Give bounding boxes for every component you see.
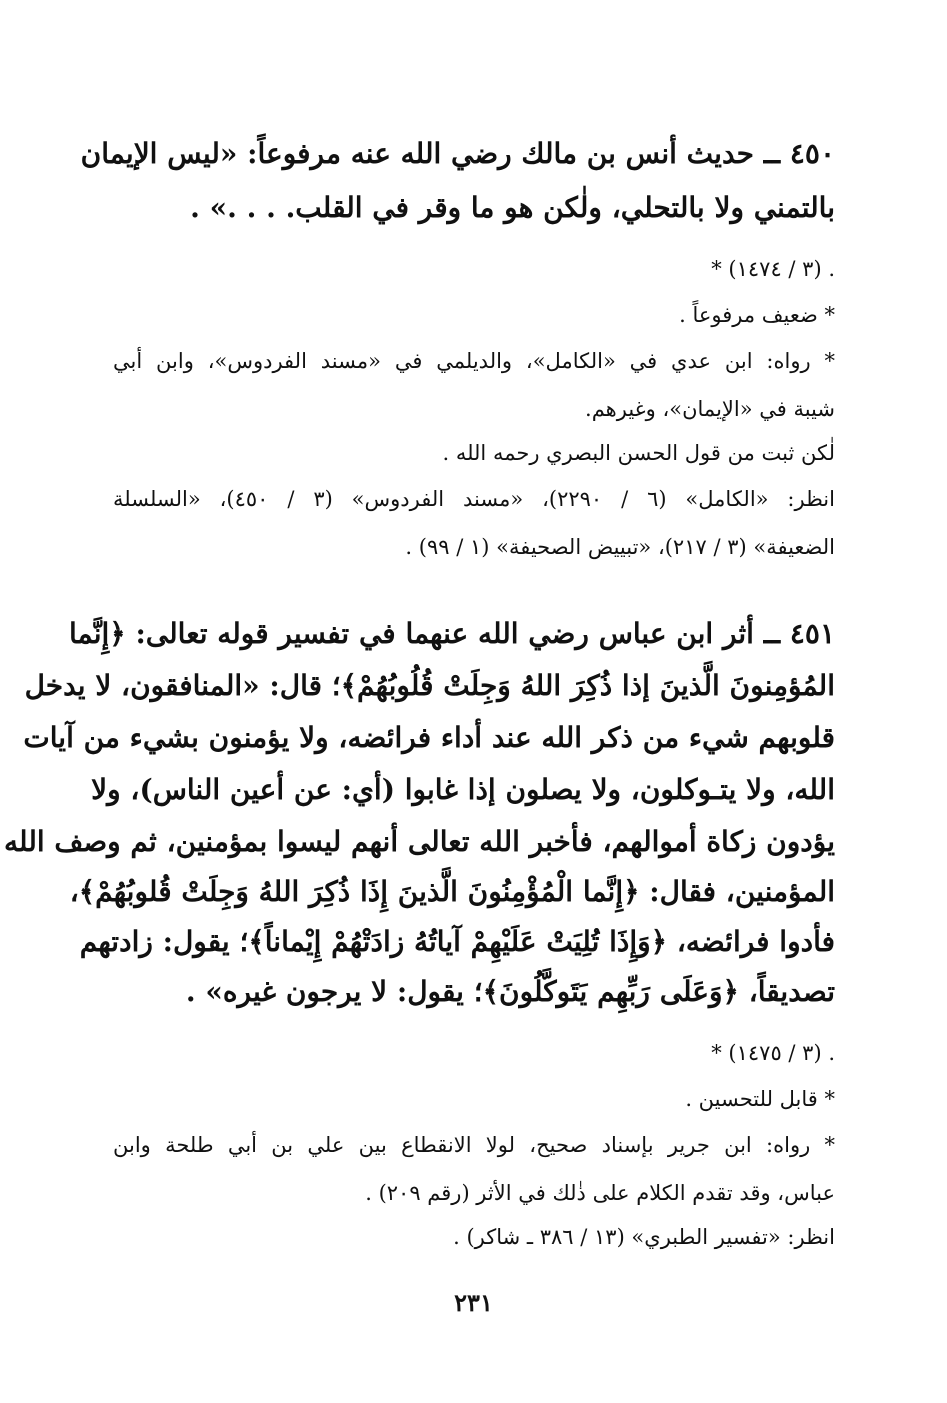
entry-451-reference: * (٣ / ١٤٧٥) . — [711, 1041, 835, 1065]
entry-451-heading-line-7: فأدوا فرائضه، ﴿وَإِذَا تُلِيَتْ عَلَيْهِمْ آياتُهُ زادَتْهُمْ إِيْماناً﴾؛ يقول: زادتهم — [79, 925, 835, 958]
entry-451-heading-line-6: المؤمنين، فقال: ﴿إِنَّما الْمُؤْمِنُونَ الَّذينَ إِذَا ذُكِرَ اللهُ وَجِلَتْ قُلوبُهُمْ﴾، — [69, 875, 835, 908]
entry-450-heading-line-1: ٤٥٠ ــ حديث أنس بن مالك رضي الله عنه مرفوعاً: «ليس الإيمان — [80, 137, 835, 170]
entry-451-heading-line-4: الله، ولا يتـوكلون، ولا يصلون إذا غابوا (أي: عن أعين الناس)، ولا — [91, 773, 835, 806]
entry-451-grade: * قابل للتحسين . — [685, 1087, 835, 1111]
entry-450-see-line-2: الضعيفة» (٣ / ٢١٧)، «تبييض الصحيفة» (١ / ٩٩) . — [405, 535, 835, 559]
entry-450-grade: * ضعيف مرفوعاً . — [679, 303, 835, 327]
entry-450-reference: * (٣ / ١٤٧٤) . — [711, 257, 835, 281]
entry-451-see: انظر: «تفسير الطبري» (١٣ / ٣٨٦ ـ شاكر) . — [453, 1225, 835, 1249]
entry-450-heading-line-2: بالتمني ولا بالتحلي، ولٰكن هو ما وقر في القلب. . . .» . — [190, 191, 835, 224]
entry-450-note: لٰكن ثبت من قول الحسن البصري رحمه الله . — [442, 441, 835, 465]
entry-451-heading-line-1: ٤٥١ ــ أثر ابن عباس رضي الله عنهما في تفسير قوله تعالى: ﴿إِنَّما — [69, 617, 835, 650]
entry-451-heading-line-8: تصديقاً، ﴿وَعَلَى رَبِّهِم يَتَوكَّلُونَ﴾؛ يقول: لا يرجون غيره» . — [185, 975, 835, 1008]
page-number: ٢٣١ — [454, 1288, 493, 1317]
entry-451-heading-line-2: المُؤمِنونَ الَّذينَ إذا ذُكِرَ اللهُ وَجِلَتْ قُلُوبُهُمْ﴾؛ قال: «المنافقون، لا يدخل — [24, 669, 835, 702]
entry-450-see-line-1: انظر: «الكامل» (٦ / ٢٢٩٠)، «مسند الفردوس» (٣ / ٤٥٠)، «السلسلة — [113, 487, 835, 511]
entry-451-heading-line-3: قلوبهم شيء من ذكر الله عند أداء فرائضه، ولا يؤمنون بشيء من آيات — [23, 721, 835, 754]
entry-450-narration-line-1: * رواه: ابن عدي في «الكامل»، والديلمي في «مسند الفردوس»، وابن أبي — [113, 349, 835, 373]
entry-450-narration-line-2: شيبة في «الإيمان»، وغيرهم. — [585, 397, 835, 421]
entry-451-heading-line-5: يؤدون زكاة أموالهم، فأخبر الله تعالى أنهم ليسوا بمؤمنين، ثم وصف الله — [4, 825, 835, 858]
entry-451-narration-line-2: عباس، وقد تقدم الكلام على ذٰلك في الأثر (رقم ٢٠٩) . — [365, 1181, 835, 1205]
entry-451-narration-line-1: * رواه: ابن جرير بإسناد صحيح، لولا الانقطاع بين علي بن أبي طلحة وابن — [113, 1133, 835, 1157]
